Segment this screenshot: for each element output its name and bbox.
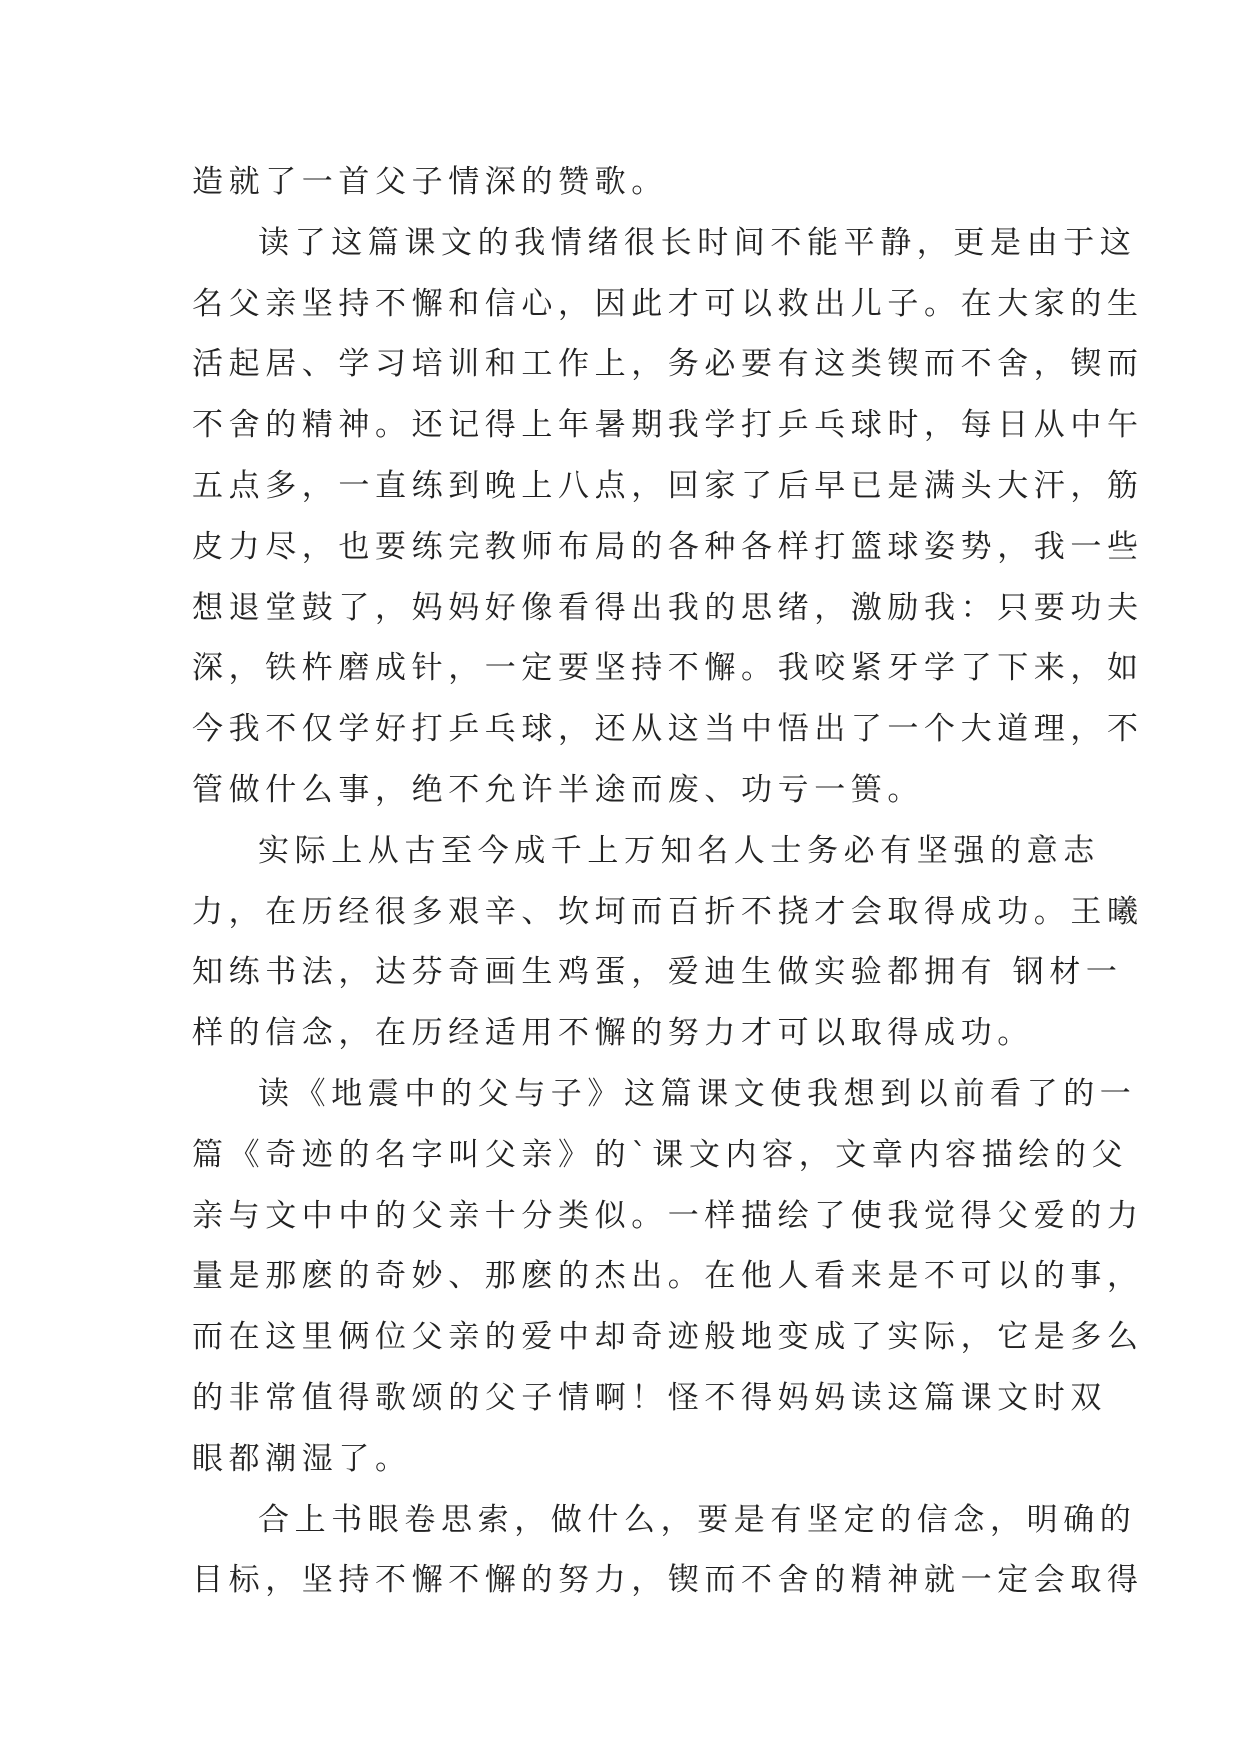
text-line: 想退堂鼓了，妈妈好像看得出我的思绪，激励我：只要功夫 xyxy=(192,589,1144,626)
text-line: 篇《奇迹的名字叫父亲》的`课文内容，文章内容描绘的父 xyxy=(192,1136,1129,1173)
text-line: 样的信念，在历经适用不懈的努力才可以取得成功。 xyxy=(192,1015,1034,1052)
text-line: 知练书法，达芬奇画生鸡蛋，爱迪生做实验都拥有 钢材一 xyxy=(192,954,1123,991)
text-line: 不舍的精神。还记得上年暑期我学打乒乓球时，每日从中午 xyxy=(192,407,1144,444)
text-line: 的非常值得歌颂的父子情啊！怪不得妈妈读这篇课文时双 xyxy=(192,1379,1107,1416)
text-line: 今我不仅学好打乒乓球，还从这当中悟出了一个大道理，不 xyxy=(192,711,1144,748)
paragraph-start-line: 读了这篇课文的我情绪很长时间不能平静，更是由于这 xyxy=(258,224,1137,261)
article-body xyxy=(192,152,1144,1611)
text-line: 力，在历经很多艰辛、坎坷而百折不挠才会取得成功。王曦 xyxy=(192,893,1144,930)
text-line: 皮力尽，也要练完教师布局的各种各样打篮球姿势，我一些 xyxy=(192,528,1144,565)
text-line: 管做什么事，绝不允许半途而废、功亏一篑。 xyxy=(192,771,924,808)
paragraph-start-line: 实际上从古至今成千上万知名人士务必有坚强的意志 xyxy=(258,832,1100,869)
text-line: 目标，坚持不懈不懈的努力，锲而不舍的精神就一定会取得 xyxy=(192,1562,1144,1599)
text-line: 量是那麽的奇妙、那麽的杰出。在他人看来是不可以的事， xyxy=(192,1258,1144,1295)
paragraph-start-line: 读《地震中的父与子》这篇课文使我想到以前看了的一 xyxy=(258,1075,1137,1112)
text-line: 五点多，一直练到晚上八点，回家了后早已是满头大汗，筋 xyxy=(192,467,1144,504)
text-line: 眼都潮湿了。 xyxy=(192,1440,412,1477)
text-line: 活起居、学习培训和工作上，务必要有这类锲而不舍，锲而 xyxy=(192,346,1144,383)
text-line: 亲与文中中的父亲十分类似。一样描绘了使我觉得父爱的力 xyxy=(192,1197,1144,1234)
text-line: 名父亲坚持不懈和信心，因此才可以救出儿子。在大家的生 xyxy=(192,285,1144,322)
text-line: 而在这里俩位父亲的爱中却奇迹般地变成了实际，它是多么 xyxy=(192,1319,1144,1356)
text-line: 深，铁杵磨成针，一定要坚持不懈。我咬紧牙学了下来，如 xyxy=(192,650,1144,687)
text-line: 造就了一首父子情深的赞歌。 xyxy=(192,164,668,200)
paragraph-start-line: 合上书眼卷思索，做什么，要是有坚定的信念，明确的 xyxy=(258,1501,1137,1538)
